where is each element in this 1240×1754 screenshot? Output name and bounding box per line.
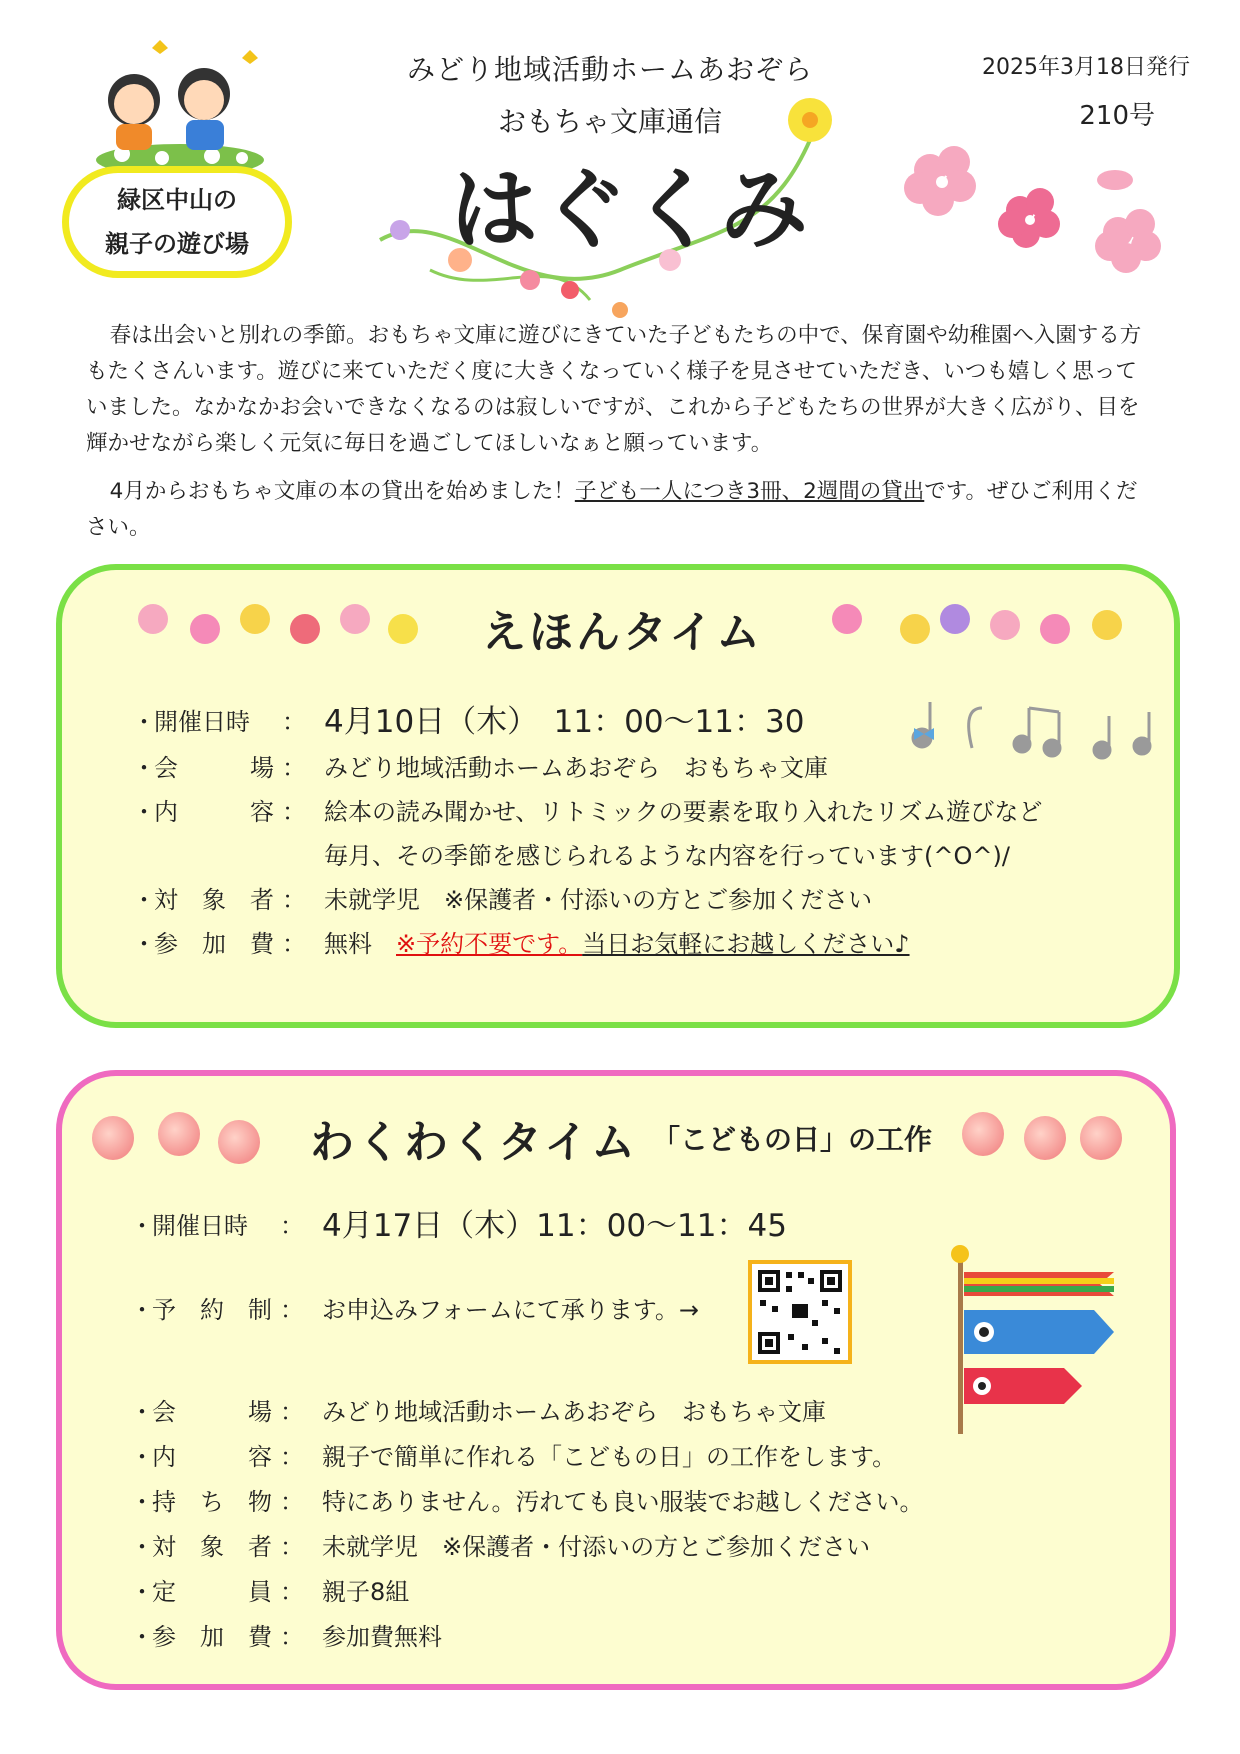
koinobori-illustration	[950, 1244, 1150, 1434]
flower-icon	[900, 614, 930, 644]
music-notes-icon	[902, 688, 1172, 768]
flower-icon	[240, 604, 270, 634]
label-belongings: 持 ち 物	[152, 1488, 272, 1516]
intro-text	[86, 318, 1146, 546]
apple-icon	[92, 1116, 134, 1160]
flower-icon	[138, 604, 168, 634]
flower-icon	[190, 614, 220, 644]
apple-icon	[1080, 1116, 1122, 1160]
intro-p2-tail: です。ぜひご利用ください。	[86, 479, 1138, 540]
apple-icon	[218, 1120, 260, 1164]
location-badge	[62, 166, 292, 278]
fee-tail: 当日お気軽にお越しください♪	[582, 930, 910, 958]
waku-capacity: 親子8組	[322, 1578, 410, 1606]
intro-paragraph-1: 春は出会いと別れの季節。おもちゃ文庫に遊びにきていた子どもたちの中で、保育園や幼稚園へ入園する方もたくさんいます。遊びに来ていただく度に大きくなっていく様子を見させていただき、いつも嬉しく思っていました。なかなかお会いできなくなるのは寂しいですが、これから子どもたちの世界が大きく広がり、目を輝かせながら楽しく元気に毎日を過ごしてほしいなぁと願っています。	[86, 323, 1142, 456]
apple-icon	[962, 1112, 1004, 1156]
intro-paragraph-2	[86, 474, 1146, 546]
label-target: 対 象 者	[152, 1533, 272, 1561]
wakuwaku-time-title: わくわくタイム	[310, 1117, 639, 1168]
badge-line-1: 緑区中山の	[117, 186, 237, 214]
flower-icon	[388, 614, 418, 644]
no-reservation-note: ※予約不要です。	[396, 930, 583, 958]
waku-content: 親子で簡単に作れる「こどもの日」の工作をします。	[322, 1443, 897, 1471]
ehon-content: 絵本の読み聞かせ、リトミックの要素を取り入れたリズム遊びなど	[324, 798, 1043, 826]
cherry-blossom-decoration	[890, 140, 1180, 290]
flower-icon	[1040, 614, 1070, 644]
apple-icon	[1024, 1116, 1066, 1160]
ehon-fee	[324, 924, 910, 959]
waku-reservation: お申込みフォームにて承ります。→	[322, 1296, 699, 1324]
label-content: 内 容	[152, 1443, 272, 1471]
waku-target: 未就学児 ※保護者・付添いの方とご参加ください	[322, 1533, 871, 1561]
label-reservation: 予 約 制	[152, 1296, 272, 1324]
flower-icon	[340, 604, 370, 634]
label-fee: 参 加 費	[154, 930, 274, 958]
waku-belongings: 特にありません。汚れても良い服装でお越しください。	[322, 1488, 924, 1516]
waku-datetime: 4月17日（木）11：00～11：45	[322, 1208, 787, 1244]
ehon-datetime: 4月10日（木） 11：00～11：30	[324, 704, 805, 740]
flower-icon	[990, 610, 1020, 640]
lending-rule: 子ども一人につき3冊、2週間の貸出	[574, 479, 925, 504]
waku-fee: 参加費無料	[322, 1623, 442, 1651]
label-datetime: 開催日時	[154, 708, 250, 736]
ehon-venue: みどり地域活動ホームあおぞら おもちゃ文庫	[324, 754, 828, 782]
ehon-target: 未就学児 ※保護者・付添いの方とご参加ください	[324, 886, 873, 914]
ehon-content-2: 毎月、その季節を感じられるような内容を行っています(^O^)/	[324, 842, 1010, 870]
newsletter-name: おもちゃ文庫通信	[497, 105, 722, 138]
qr-code-image[interactable]	[748, 1260, 852, 1364]
organization-name: みどり地域活動ホームあおぞら	[406, 53, 813, 86]
label-content: 内 容	[154, 798, 274, 826]
wakuwaku-subtitle: 「こどもの日」の工作	[652, 1123, 933, 1156]
flower-icon	[940, 604, 970, 634]
ehon-time-title: えほんタイム	[482, 607, 764, 658]
flower-icon	[290, 614, 320, 644]
label-datetime: 開催日時	[152, 1212, 248, 1240]
label-venue: 会 場	[154, 754, 274, 782]
label-venue: 会 場	[152, 1398, 272, 1426]
kids-illustration	[92, 38, 268, 174]
issue-number: 210号	[1079, 101, 1155, 131]
apple-icon	[158, 1112, 200, 1156]
label-target: 対 象 者	[154, 886, 274, 914]
badge-line-2: 親子の遊び場	[105, 230, 249, 258]
intro-p2-lead: 4月からおもちゃ文庫の本の貸出を始めました！	[109, 479, 575, 504]
flower-icon	[832, 604, 862, 634]
issue-date: 2025年3月18日発行	[982, 55, 1190, 80]
waku-venue: みどり地域活動ホームあおぞら おもちゃ文庫	[322, 1398, 826, 1426]
newsletter-title: はぐくみ	[450, 158, 811, 261]
fee-value: 無料	[324, 930, 372, 958]
label-fee: 参 加 費	[152, 1623, 272, 1651]
flower-icon	[1092, 610, 1122, 640]
label-capacity: 定 員	[152, 1578, 272, 1606]
